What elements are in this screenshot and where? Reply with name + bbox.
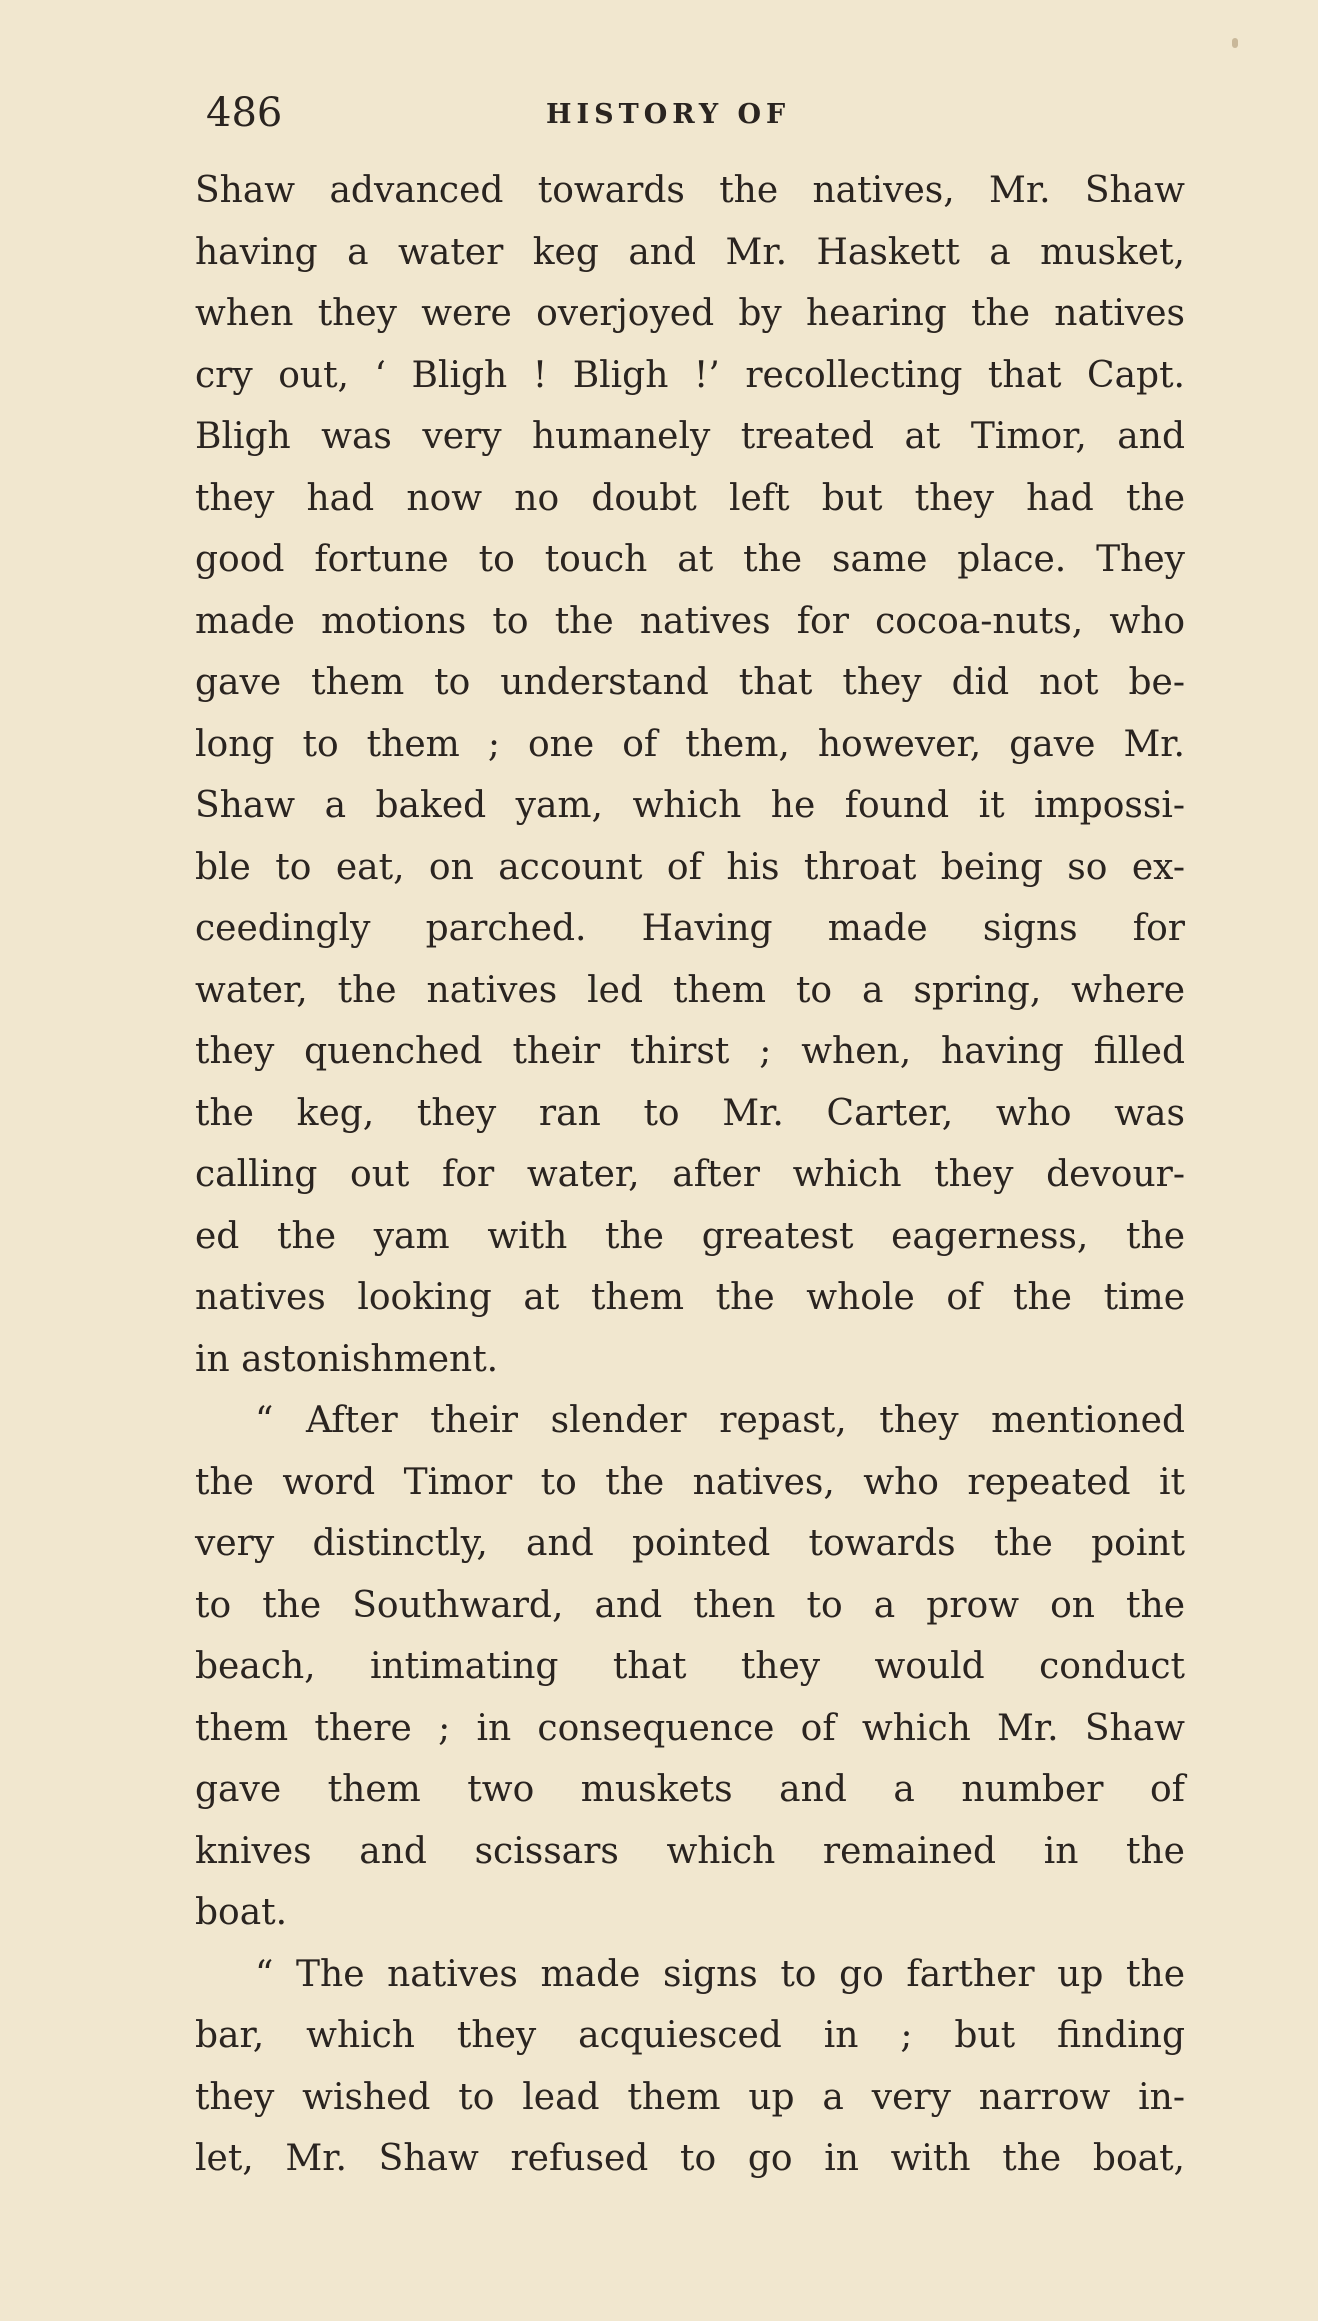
text-line: bar, which they acquiesced in ; but finding xyxy=(195,2015,1185,2056)
text-line: the keg, they ran to Mr. Carter, who was xyxy=(195,1092,1185,1134)
text-line: knives and scissars which remained in the xyxy=(195,1830,1185,1872)
text-line: let, Mr. Shaw refused to go in with the boat, xyxy=(195,2138,1185,2179)
text-line: they quenched their thirst ; when, having filled xyxy=(195,1031,1185,1072)
text-line: Shaw a baked yam, which he found it impossi- xyxy=(195,785,1185,826)
text-line: gave them to understand that they did not be- xyxy=(195,662,1185,703)
text-line: when they were overjoyed by hearing the natives xyxy=(195,293,1185,334)
text-line: ble to eat, on account of his throat being so ex- xyxy=(195,846,1185,888)
text-line: the word Timor to the natives, who repeated it xyxy=(195,1461,1185,1503)
text-line: calling out for water, after which they devour- xyxy=(195,1154,1185,1195)
text-line: “ The natives made signs to go farther up the xyxy=(255,1953,1185,1995)
text-line: gave them two muskets and a number of xyxy=(195,1769,1185,1810)
text-line: they wished to lead them up a very narrow in- xyxy=(195,2076,1185,2118)
text-line: made motions to the natives for cocoa-nuts, who xyxy=(195,600,1185,642)
page-header xyxy=(206,88,1206,138)
text-line: good fortune to touch at the same place. They xyxy=(195,539,1185,580)
text-line: long to them ; one of them, however, gave Mr. xyxy=(195,723,1185,765)
page-number: 486 xyxy=(206,90,283,136)
text-line: having a water keg and Mr. Haskett a musket, xyxy=(195,231,1185,273)
text-line: them there ; in consequence of which Mr. Shaw xyxy=(195,1707,1185,1749)
text-line: to the Southward, and then to a prow on the xyxy=(195,1584,1185,1626)
text-line: water, the natives led them to a spring, where xyxy=(195,969,1185,1011)
text-line: natives looking at them the whole of the time xyxy=(195,1277,1185,1318)
text-line: very distinctly, and pointed towards the point xyxy=(195,1523,1185,1564)
body-text xyxy=(195,160,1185,2190)
text-line: “ After their slender repast, they mentioned xyxy=(255,1400,1185,1441)
paper-spot xyxy=(1232,38,1238,48)
text-line: beach, intimating that they would conduct xyxy=(195,1646,1185,1687)
text-line: Bligh was very humanely treated at Timor, and xyxy=(195,416,1185,457)
text-line: ceedingly parched. Having made signs for xyxy=(195,908,1185,949)
text-line: ed the yam with the greatest eagerness, the xyxy=(195,1215,1185,1257)
text-line: cry out, ‘ Bligh ! Bligh !’ recollecting that Capt. xyxy=(195,354,1185,396)
text-line: Shaw advanced towards the natives, Mr. Shaw xyxy=(195,170,1185,211)
running-head: HISTORY OF xyxy=(546,99,791,130)
text-line: they had now no doubt left but they had the xyxy=(195,477,1185,519)
text-line: boat. xyxy=(195,1892,288,1933)
text-line: in astonishment. xyxy=(195,1338,499,1380)
